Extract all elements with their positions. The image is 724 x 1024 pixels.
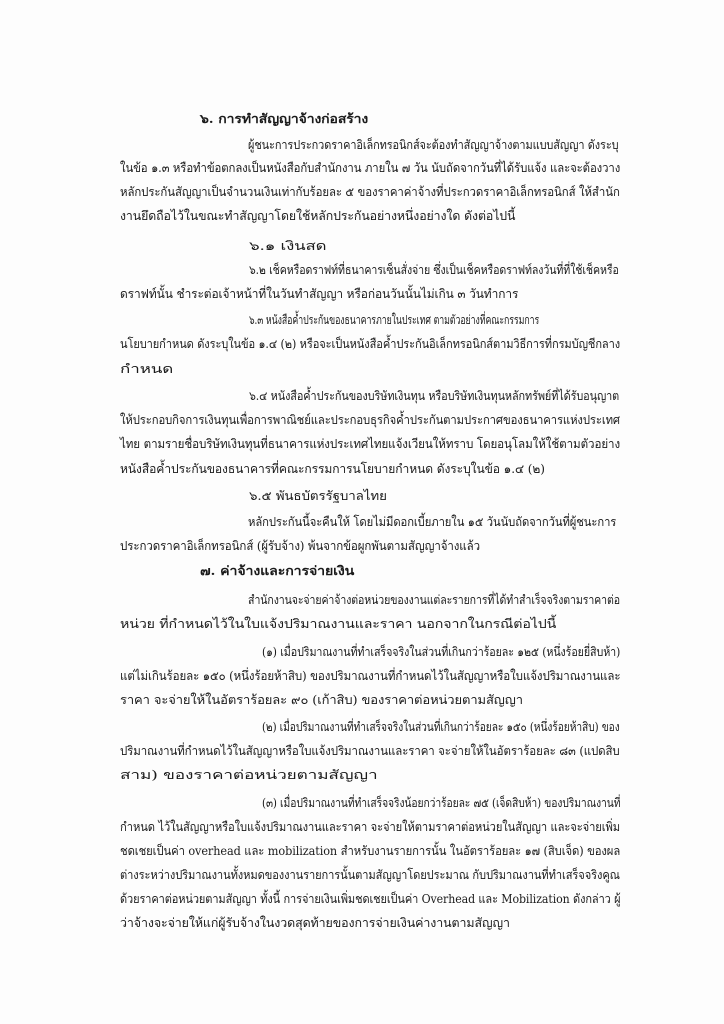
text-line-s7-3-l1: (๓) เมื่อปริมาณงานที่ทำเสร็จจริงน้อยกว่าร้อยละ ๗๕ (เจ็ดสิบห้า) ของปริมาณงานที่: [262, 795, 621, 810]
text-line-s7-1-l2: แต่ไม่เกินร้อยละ ๑๕๐ (หนึ่งร้อยห้าสิบ) ของปริมาณงานที่กำหนดไว้ในสัญญาหรือใบแจ้งปริมาณงานและ: [120, 668, 621, 683]
text-line-s6-5: ๖.๕ พันธบัตรรัฐบาลไทย: [249, 488, 387, 503]
text-line-s7-heading: ๗. ค่าจ้างและการจ่ายเงิน: [200, 563, 355, 578]
text-line-s6-3-l1: ๖.๓ หนังสือค้ำประกันของธนาคารภายในประเทศ ตามตัวอย่างที่คณะกรรมการ: [249, 312, 540, 327]
text-line-s6-2-l2: ดราฟท์นั้น ชำระต่อเจ้าหน้าที่ในวันทำสัญญา หรือก่อนวันนั้นไม่เกิน ๓ วันทำการ: [120, 286, 519, 301]
text-line-s7-p1-l1: สำนักงานจะจ่ายค่าจ้างต่อหน่วยของงานแต่ละรายการที่ได้ทำสำเร็จจริงตามราคาต่อ: [248, 592, 621, 607]
text-line-s6-p1-l3: หลักประกันสัญญาเป็นจำนวนเงินเท่ากับร้อยละ ๕ ของราคาค่าจ้างที่ประกวดราคาอิเล็กทรอนิกส์ ให้สำนัก: [120, 184, 620, 199]
text-line-s6-p1-l4: งานยึดถือไว้ในขณะทำสัญญาโดยใช้หลักประกันอย่างหนึ่งอย่างใด ดังต่อไปนี้: [120, 208, 516, 223]
text-line-s6-4-l2: ให้ประกอบกิจการเงินทุนเพื่อการพาณิชย์และประกอบธุรกิจค้ำประกันตามประกาศของธนาคารแห่งประเทศ: [120, 412, 620, 427]
text-line-s6-p2-l2: ประกวดราคาอิเล็กทรอนิกส์ (ผู้รับจ้าง) พ้นจากข้อผูกพันตามสัญญาจ้างแล้ว: [120, 538, 481, 553]
text-line-s6-p1-l1: ผู้ชนะการประกวดราคาอิเล็กทรอนิกส์จะต้องทำสัญญาจ้างตามแบบสัญญา ดังระบุ: [248, 137, 619, 152]
text-line-s6-4-l3: ไทย ตามรายชื่อบริษัทเงินทุนที่ธนาคารแห่งประเทศไทยแจ้งเวียนให้ทราบ โดยอนุโลมให้ใช้ตามตัวอย่าง: [120, 436, 621, 451]
text-line-s7-1-l3: ราคา จะจ่ายให้ในอัตราร้อยละ ๙๐ (เก้าสิบ) ของราคาต่อหน่วยตามสัญญา: [120, 692, 523, 707]
text-line-s6-p1-l2: ในข้อ ๑.๓ หรือทำข้อตกลงเป็นหนังสือกับสำนักงาน ภายใน ๗ วัน นับถัดจากวันที่ได้รับแจ้ง และจะต้องวาง: [120, 160, 621, 175]
text-line-s7-3-l5: ด้วยราคาต่อหน่วยตามสัญญา ทั้งนี้ การจ่ายเงินเพิ่มชดเชยเป็นค่า Overhead และ Mobilization ดังกล่าว ผู้: [120, 891, 621, 906]
text-line-s7-3-l4: ต่างระหว่างปริมาณงานทั้งหมดของงานรายการนั้นตามสัญญาโดยประมาณ กับปริมาณงานที่ทำเสร็จจริงคูณ: [120, 867, 620, 882]
text-line-s6-1: ๖.๑ เงินสด: [249, 238, 327, 253]
text-line-s6-p2-l1: หลักประกันนี้จะคืนให้ โดยไม่มีดอกเบี้ยภายใน ๑๕ วันนับถัดจากวันที่ผู้ชนะการ: [248, 514, 617, 529]
text-line-s6-4-l4: หนังสือค้ำประกันของธนาคารที่คณะกรรมการนโยบายกำหนด ดังระบุในข้อ ๑.๔ (๒): [120, 461, 545, 476]
text-line-s6-heading: ๖. การทำสัญญาจ้างก่อสร้าง: [200, 111, 369, 126]
text-line-s7-3-l6: ว่าจ้างจะจ่ายให้แก่ผู้รับจ้างในงวดสุดท้ายของการจ่ายเงินค่างานตามสัญญา: [120, 915, 510, 930]
text-line-s7-3-l2: กำหนด ไว้ในสัญญาหรือใบแจ้งปริมาณงานและราคา จะจ่ายให้ตามราคาต่อหน่วยในสัญญา และจะจ่ายเพิ่ม: [120, 819, 621, 834]
text-line-s6-4-l1: ๖.๔ หนังสือค้ำประกันของบริษัทเงินทุน หรือบริษัทเงินทุนหลักทรัพย์ที่ได้รับอนุญาต: [249, 388, 620, 403]
text-line-s7-3-l3: ชดเชยเป็นค่า overhead และ mobilization สำหรับงานรายการนั้น ในอัตราร้อยละ ๑๗ (สิบเจ็ด) ของผล: [120, 843, 621, 858]
text-line-s6-3-l2: นโยบายกำหนด ดังระบุในข้อ ๑.๔ (๒) หรือจะเป็นหนังสือค้ำประกันอิเล็กทรอนิกส์ตามวิธีการที่กรมบัญชีกลาง: [120, 336, 621, 351]
text-line-s6-2-l1: ๖.๒ เช็คหรือดราฟท์ที่ธนาคารเซ็นสั่งจ่าย ซึ่งเป็นเช็คหรือดราฟท์ลงวันที่ที่ใช้เช็คหรือ: [249, 262, 619, 277]
text-line-s7-2-l2: ปริมาณงานที่กำหนดไว้ในสัญญาหรือใบแจ้งปริมาณงานและราคา จะจ่ายให้ในอัตราร้อยละ ๘๓ (แปดสิบ: [120, 743, 620, 758]
text-line-s6-3-l3: กำหนด: [120, 361, 174, 376]
text-line-s7-2-l3: สาม) ของราคาต่อหน่วยตามสัญญา: [120, 767, 378, 782]
text-line-s7-2-l1: (๒) เมื่อปริมาณงานที่ทำเสร็จจริงในส่วนที่เกินกว่าร้อยละ ๑๕๐ (หนึ่งร้อยห้าสิบ) ของ: [262, 719, 620, 734]
text-line-s7-p1-l2: หน่วย ที่กำหนดไว้ในใบแจ้งปริมาณงานและราคา นอกจากในกรณีต่อไปนี้: [120, 616, 557, 631]
text-line-s7-1-l1: (๑) เมื่อปริมาณงานที่ทำเสร็จจริงในส่วนที่เกินกว่าร้อยละ ๑๒๕ (หนึ่งร้อยยี่สิบห้า): [262, 644, 621, 659]
